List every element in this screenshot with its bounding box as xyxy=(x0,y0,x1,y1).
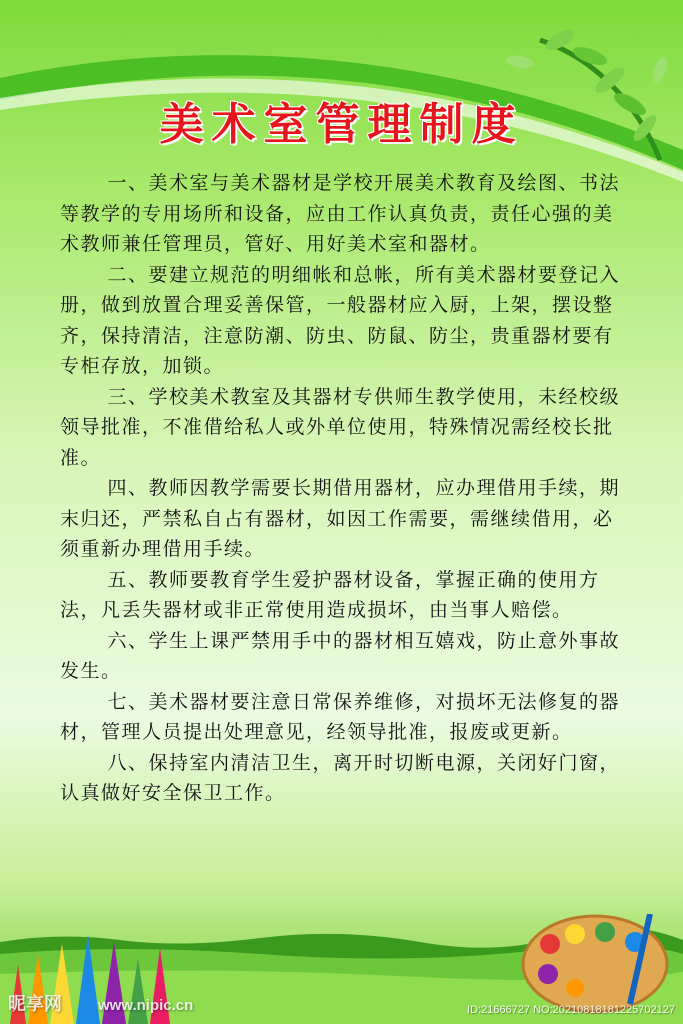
watermark-logo: 昵享网 xyxy=(8,994,62,1015)
paint-palette-icon xyxy=(523,914,667,1012)
rule-paragraph: 三、学校美术教室及其器材专供师生教学使用，未经校级领导批准，不准借给私人或外单位使用，特殊情况需经校长批准。 xyxy=(60,385,621,469)
page-title: 美术室管理制度 xyxy=(159,99,524,150)
rule-paragraph: 六、学生上课严禁用手中的器材相互嬉戏，防止意外事故发生。 xyxy=(60,629,621,682)
image-id-label: ID:21666727 NO:20210818181225702127 xyxy=(467,1004,675,1016)
rules-body xyxy=(60,168,625,809)
watermark-url: www.nipic.cn xyxy=(98,997,194,1014)
rule-paragraph: 七、美术器材要注意日常保养维修，对损坏无法修复的器材，管理人员提出处理意见，经领导批准，报废或更新。 xyxy=(60,690,621,743)
rule-paragraph: 一、美术室与美术器材是学校开展美术教育及绘图、书法等教学的专用场所和设备，应由工作认真负责，责任心强的美术教师兼任管理员，管好、用好美术室和器材。 xyxy=(60,172,621,255)
rule-paragraph: 二、要建立规范的明细帐和总帐，所有美术器材要登记入册，做到放置合理妥善保管，一般器材应入厨，上架，摆设整齐，保持清洁，注意防潮、防虫、防鼠、防尘，贵重器材要有专柜存放，加锁。 xyxy=(60,263,621,377)
rule-paragraph: 五、教师要教育学生爱护器材设备，掌握正确的使用方法，凡丢失器材或非正常使用造成损坏，由当事人赔偿。 xyxy=(60,568,600,621)
rule-paragraph: 八、保持室内清洁卫生，离开时切断电源，关闭好门窗，认真做好安全保卫工作。 xyxy=(60,751,621,804)
rule-paragraph: 四、教师因教学需要长期借用器材，应办理借用手续，期末归还，严禁私自占有器材，如因工作需要，需继续借用，必须重新办理借用手续。 xyxy=(60,477,621,560)
